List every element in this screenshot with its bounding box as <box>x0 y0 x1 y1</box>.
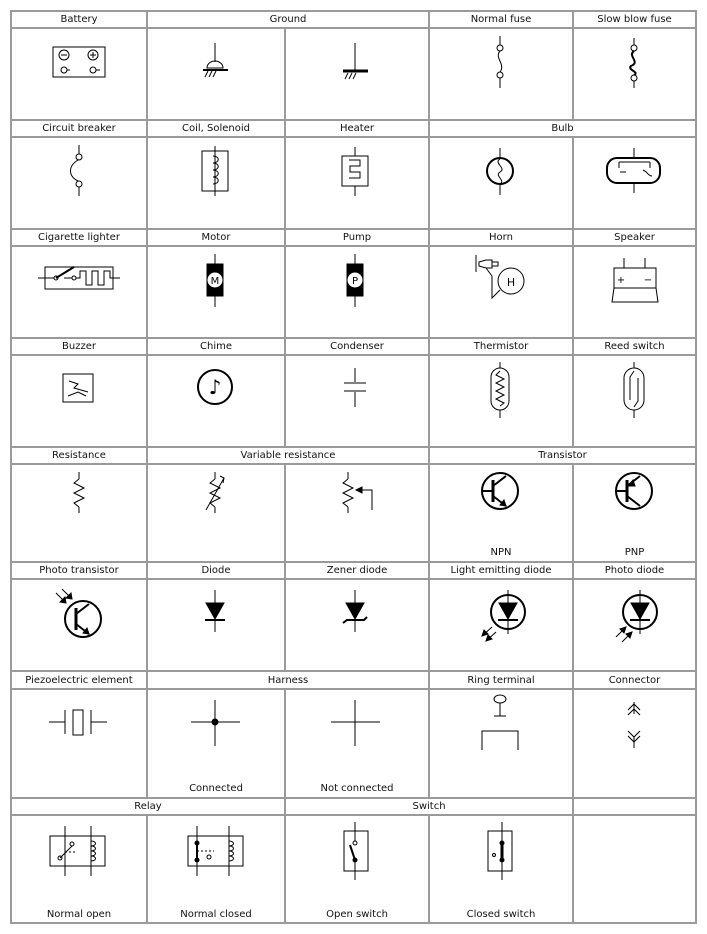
header-circuit-breaker: Circuit breaker <box>42 123 116 134</box>
chime-note-glyph: ♪ <box>208 375 222 399</box>
header-photo-transistor: Photo transistor <box>39 565 119 576</box>
header-thermistor: Thermistor <box>473 341 529 352</box>
harness-connected-symbol <box>191 700 240 746</box>
coil-solenoid-symbol <box>202 146 228 196</box>
header-heater: Heater <box>340 123 374 134</box>
relay-normal-closed-symbol <box>188 826 243 876</box>
header-light-emitting-diode: Light emitting diode <box>450 565 552 576</box>
header-diode: Diode <box>201 565 231 576</box>
motor-glyph: M <box>210 276 220 287</box>
open-switch-symbol <box>344 822 368 880</box>
header-relay: Relay <box>134 801 162 812</box>
header-normal-fuse: Normal fuse <box>470 14 532 25</box>
caption-normal-closed: Normal closed <box>180 909 252 920</box>
pnp-transistor-symbol <box>616 473 652 509</box>
header-condenser: Condenser <box>330 341 384 352</box>
zener-diode-symbol <box>343 590 367 632</box>
ground-symbol <box>343 43 368 79</box>
horn-symbol <box>476 255 524 298</box>
header-connector: Connector <box>608 675 661 686</box>
harness-not-connected-symbol <box>331 700 380 746</box>
reed-switch-symbol <box>624 362 644 418</box>
caption-pnp: PNP <box>624 547 645 558</box>
ring-terminal-symbol <box>482 695 518 750</box>
speaker-plus-glyph: + <box>616 275 626 286</box>
header-resistance: Resistance <box>52 450 106 461</box>
caption-closed-switch: Closed switch <box>466 909 536 920</box>
speaker-minus-glyph: − <box>643 275 653 286</box>
header-slow-blow-fuse: Slow blow fuse <box>597 14 672 25</box>
caption-npn: NPN <box>490 547 512 558</box>
chime-symbol <box>198 370 232 404</box>
speaker-symbol <box>612 258 658 302</box>
buzzer-symbol <box>63 374 93 402</box>
header-zener-diode: Zener diode <box>326 565 388 576</box>
header-speaker: Speaker <box>614 232 655 243</box>
caption-open-switch: Open switch <box>326 909 388 920</box>
double-filament-bulb-symbol <box>607 148 660 193</box>
header-horn: Horn <box>489 232 513 243</box>
pump-symbol <box>347 254 363 307</box>
photo-diode-symbol <box>616 590 657 642</box>
thermistor-symbol <box>491 362 509 418</box>
header-coil-solenoid: Coil, Solenoid <box>182 123 250 134</box>
slow-blow-fuse-symbol <box>630 38 637 88</box>
variable-resistance-symbol <box>206 472 224 513</box>
header-bulb: Bulb <box>551 123 574 134</box>
header-piezoelectric-element: Piezoelectric element <box>25 675 133 686</box>
circuit-breaker-symbol <box>71 145 83 196</box>
relay-normal-open-symbol <box>50 826 105 876</box>
header-pump: Pump <box>342 232 372 243</box>
closed-switch-symbol <box>488 822 512 880</box>
cigarette-lighter-symbol <box>38 267 120 289</box>
caption-normal-open: Normal open <box>46 909 112 920</box>
header-buzzer: Buzzer <box>62 341 96 352</box>
caption-connected: Connected <box>189 783 243 794</box>
header-battery: Battery <box>60 14 98 25</box>
npn-transistor-symbol <box>482 473 518 509</box>
header-photo-diode: Photo diode <box>604 565 665 576</box>
header-cigarette-lighter: Cigarette lighter <box>38 232 120 243</box>
header-switch: Switch <box>412 801 446 812</box>
header-ground: Ground <box>269 14 307 25</box>
piezoelectric-element-symbol <box>49 710 107 735</box>
header-harness: Harness <box>267 675 309 686</box>
header-reed-switch: Reed switch <box>604 341 665 352</box>
horn-glyph: H <box>506 276 516 289</box>
pump-glyph: P <box>351 276 359 287</box>
connector-symbol <box>628 702 640 748</box>
caption-not-connected: Not connected <box>320 783 394 794</box>
light-emitting-diode-symbol <box>482 590 525 641</box>
normal-fuse-symbol <box>497 36 503 88</box>
ground-chassis-symbol <box>203 43 228 77</box>
header-motor: Motor <box>201 232 231 243</box>
header-ring-terminal: Ring terminal <box>467 675 535 686</box>
bulb-symbol <box>487 148 513 195</box>
header-chime: Chime <box>200 341 232 352</box>
header-transistor: Transistor <box>538 450 587 461</box>
header-variable-resistance: Variable resistance <box>240 450 336 461</box>
variable-resistor-slider-symbol <box>343 472 372 513</box>
heater-symbol <box>342 147 368 196</box>
diode-symbol <box>205 590 225 632</box>
battery-symbol <box>53 47 105 77</box>
resistance-symbol <box>74 472 84 513</box>
photo-transistor-symbol <box>56 589 101 637</box>
motor-symbol <box>207 254 223 307</box>
condenser-symbol <box>344 368 366 407</box>
